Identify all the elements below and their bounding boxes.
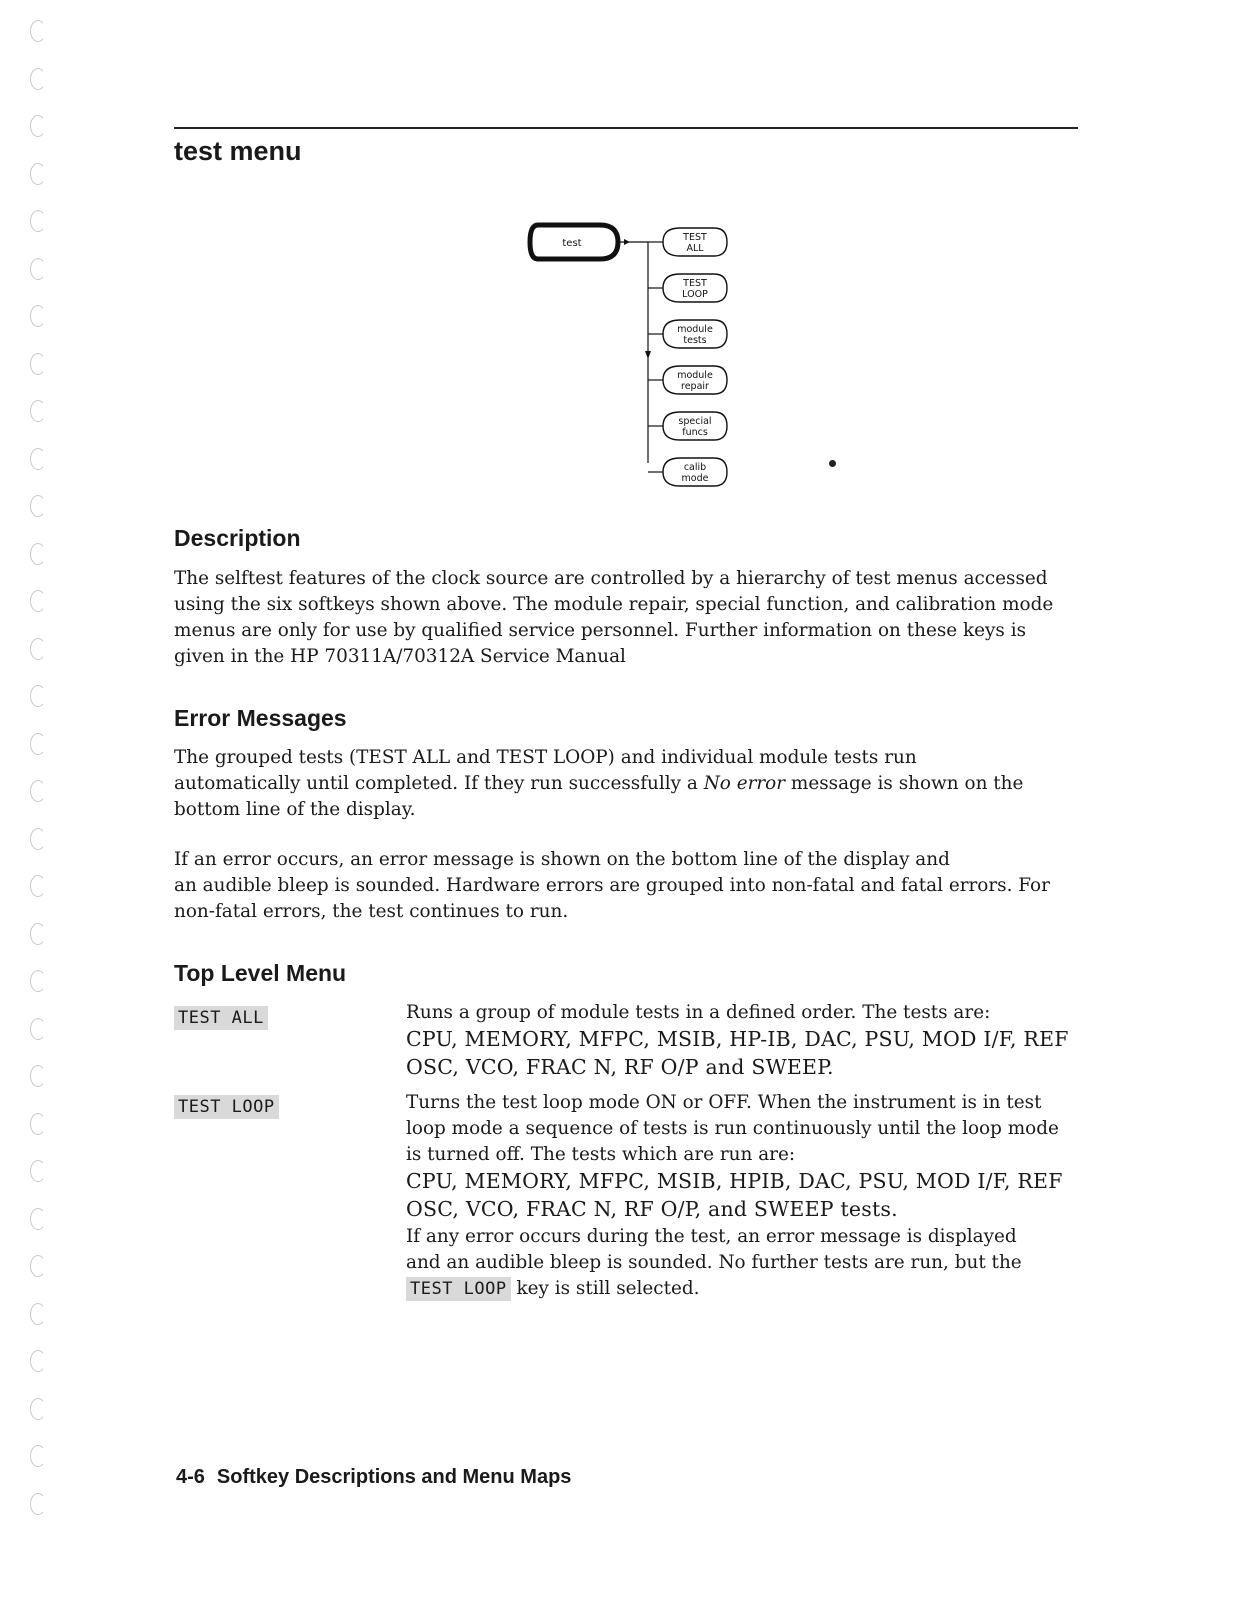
softkey-4 (648, 412, 727, 440)
softkey-label: LOOP (682, 289, 708, 300)
binding-hole (30, 305, 46, 327)
test-loop-line: OSC, VCO, FRAC N, RF O/P, and SWEEP tests. (406, 1197, 898, 1221)
binding-hole (30, 638, 46, 660)
test-loop-line: loop mode a sequence of tests is run continuously until the loop mode (406, 1118, 1059, 1139)
binding-hole (30, 590, 46, 612)
softkey-label: repair (681, 381, 709, 392)
softkey-label: mode (681, 473, 709, 484)
binding-hole (30, 1255, 46, 1277)
no-error-emphasis: No error (703, 773, 786, 794)
test-all-line: CPU, MEMORY, MFPC, MSIB, HP-IB, DAC, PSU, MOD I/F, REF (406, 1027, 1069, 1051)
test-loop-inline-key: TEST LOOP (406, 1277, 511, 1301)
error-line: automatically until completed. If they run successfully a (174, 773, 704, 794)
test-loop-key: TEST LOOP (174, 1095, 279, 1119)
error-paragraph-1 (174, 745, 1084, 823)
test-loop-line: key is still selected. (510, 1278, 700, 1299)
binding-hole (30, 400, 46, 422)
page-footer (176, 1466, 571, 1489)
test-all-key: TEST ALL (174, 1006, 268, 1030)
binding-hole (30, 543, 46, 565)
test-all-description (406, 1000, 1096, 1082)
binding-hole (30, 258, 46, 280)
binding-hole (30, 1113, 46, 1135)
softkey-2 (648, 320, 727, 348)
binding-hole (30, 733, 46, 755)
binding-hole (30, 1065, 46, 1087)
binding-hole (30, 353, 46, 375)
binding-hole (30, 68, 46, 90)
error-messages-heading: Error Messages (174, 705, 347, 731)
softkey-label: funcs (682, 427, 708, 438)
binding-hole (30, 210, 46, 232)
page-number: 4-6 (176, 1466, 205, 1488)
error-line: If an error occurs, an error message is shown on the bottom line of the display and (174, 849, 950, 870)
softkey-1 (648, 274, 727, 302)
description-paragraph (174, 566, 1084, 670)
test-all-line: Runs a group of module tests in a defined order. The tests are: (406, 1002, 991, 1023)
root-key (530, 225, 618, 259)
binding-hole (30, 20, 46, 42)
binding-hole (30, 1493, 46, 1515)
test-loop-line: and an audible bleep is sounded. No further tests are run, but the (406, 1252, 1022, 1273)
binding-hole (30, 1208, 46, 1230)
binding-hole (30, 828, 46, 850)
binding-hole (30, 448, 46, 470)
binding-hole (30, 780, 46, 802)
softkey-label: module (677, 370, 713, 381)
test-loop-line: CPU, MEMORY, MFPC, MSIB, HPIB, DAC, PSU, MOD I/F, REF (406, 1169, 1063, 1193)
error-line: an audible bleep is sounded. Hardware errors are grouped into non-fatal and fatal errors. For (174, 875, 1050, 896)
softkey-label: calib (683, 462, 707, 473)
binding-hole (30, 1018, 46, 1040)
error-line: The grouped tests (TEST ALL and TEST LOOP) and individual module tests run (174, 747, 917, 768)
binding-hole (30, 1303, 46, 1325)
binding-hole (30, 1445, 46, 1467)
softkey-label: tests (683, 335, 707, 346)
binding-hole (30, 1160, 46, 1182)
softkey-label: TEST (683, 232, 707, 243)
error-line: bottom line of the display. (174, 799, 416, 820)
top-level-menu-heading: Top Level Menu (174, 960, 347, 986)
binding-hole (30, 115, 46, 137)
chapter-title: Softkey Descriptions and Menu Maps (216, 1466, 572, 1488)
binding-hole (30, 1398, 46, 1420)
error-paragraph-2 (174, 847, 1084, 925)
header-rule (174, 127, 1078, 129)
test-all-line: OSC, VCO, FRAC N, RF O/P and SWEEP. (406, 1055, 834, 1079)
softkey-0 (648, 228, 727, 256)
description-line: The selftest features of the clock source are controlled by a hierarchy of test menus accessed (174, 568, 1048, 589)
binding-hole (30, 970, 46, 992)
softkey-5 (648, 458, 727, 486)
test-loop-line: If any error occurs during the test, an error message is displayed (406, 1226, 1017, 1247)
binding-holes (22, 20, 52, 1540)
test-loop-description (406, 1090, 1096, 1302)
softkey-3 (648, 366, 727, 394)
description-heading: Description (174, 525, 301, 551)
binding-hole (30, 1350, 46, 1372)
binding-hole (30, 875, 46, 897)
root-key-label: test (562, 238, 582, 249)
page-title: test menu (174, 136, 302, 166)
binding-hole (30, 685, 46, 707)
description-line: menus are only for use by qualified service personnel. Further information on these keys is (174, 620, 1027, 641)
softkey-label: ALL (686, 243, 704, 254)
margin-dot (829, 460, 836, 467)
softkey-label: module (677, 324, 713, 335)
softkey-label: TEST (683, 278, 707, 289)
menu-map-diagram (520, 215, 760, 495)
binding-hole (30, 923, 46, 945)
error-line: message is shown on the (785, 773, 1024, 794)
binding-hole (30, 495, 46, 517)
description-line: using the six softkeys shown above. The module repair, special function, and calibration mode (174, 594, 1054, 615)
error-line: non-fatal errors, the test continues to run. (174, 901, 569, 922)
test-loop-line: Turns the test loop mode ON or OFF. When the instrument is in test (406, 1092, 1042, 1113)
binding-hole (30, 163, 46, 185)
description-line: given in the HP 70311A/70312A Service Manual (174, 646, 626, 667)
test-loop-line: is turned off. The tests which are run are: (406, 1144, 796, 1165)
softkey-label: special (678, 416, 712, 427)
